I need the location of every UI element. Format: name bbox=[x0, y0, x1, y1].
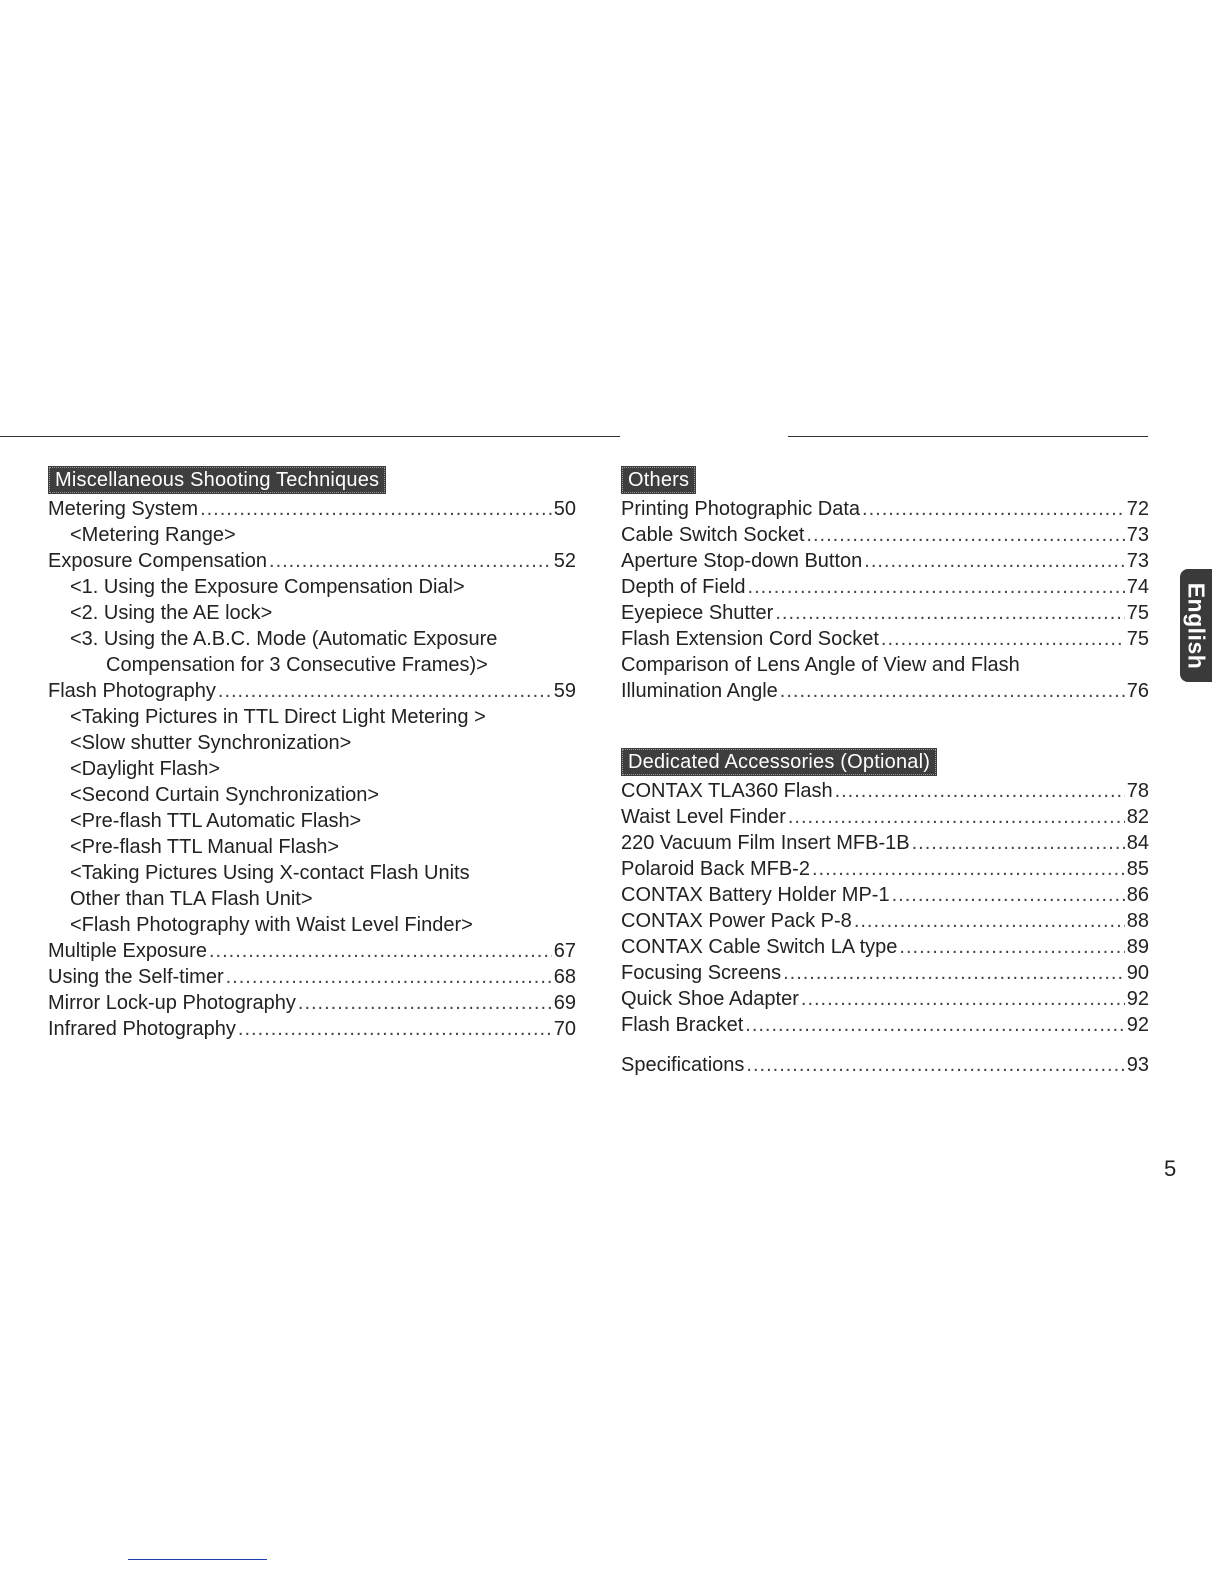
toc-leader-dots bbox=[226, 964, 552, 990]
toc-subentry: <3. Using the A.B.C. Mode (Automatic Exposure bbox=[70, 628, 498, 650]
toc-leader-dots bbox=[218, 678, 552, 704]
toc-entry-page: 84 bbox=[1126, 832, 1149, 854]
toc-leader-dots bbox=[746, 1052, 1124, 1078]
toc-entry[interactable] bbox=[48, 548, 576, 574]
toc-leader-dots bbox=[298, 990, 552, 1016]
toc-entry[interactable] bbox=[48, 678, 576, 704]
toc-entry[interactable] bbox=[621, 548, 1149, 574]
toc-leader-dots bbox=[881, 626, 1125, 652]
toc-entry-page: 75 bbox=[1126, 602, 1149, 624]
toc-leader-dots bbox=[862, 496, 1125, 522]
toc-entry-label: Aperture Stop-down Button bbox=[621, 550, 863, 572]
toc-entry-label: CONTAX TLA360 Flash bbox=[621, 780, 833, 802]
toc-entry-label: Quick Shoe Adapter bbox=[621, 988, 799, 1010]
toc-entry-label: 220 Vacuum Film Insert MFB-1B bbox=[621, 832, 910, 854]
toc-entry-label: Illumination Angle bbox=[621, 680, 778, 702]
toc-entry-page: 93 bbox=[1126, 1054, 1149, 1076]
toc-entry-label: Focusing Screens bbox=[621, 962, 782, 984]
toc-entry-label: Multiple Exposure bbox=[48, 940, 207, 962]
toc-entry-page: 59 bbox=[553, 680, 576, 702]
toc-entry-page: 76 bbox=[1126, 680, 1149, 702]
toc-entry-page: 73 bbox=[1126, 550, 1149, 572]
toc-subentry: <Pre-flash TTL Automatic Flash> bbox=[70, 810, 362, 832]
toc-entry-page: 89 bbox=[1126, 936, 1149, 958]
toc-entry-page: 78 bbox=[1126, 780, 1149, 802]
toc-entry-page: 74 bbox=[1126, 576, 1149, 598]
toc-entry[interactable] bbox=[48, 1016, 576, 1042]
toc-leader-dots bbox=[775, 600, 1124, 626]
toc-entry[interactable] bbox=[48, 496, 576, 522]
toc-entry-page: 72 bbox=[1126, 498, 1149, 520]
toc-leader-dots bbox=[745, 1012, 1124, 1038]
toc-leader-dots bbox=[209, 938, 552, 964]
page-number: 5 bbox=[1164, 1156, 1177, 1181]
top-rule-right bbox=[788, 436, 1148, 437]
toc-entry-label: Infrared Photography bbox=[48, 1018, 236, 1040]
toc-leader-dots bbox=[892, 882, 1125, 908]
toc-entry-page: 69 bbox=[553, 992, 576, 1014]
toc-list-accessories bbox=[621, 778, 1149, 1038]
toc-entry-label: CONTAX Battery Holder MP-1 bbox=[621, 884, 890, 906]
toc-entry-page: 88 bbox=[1126, 910, 1149, 932]
toc-entry-page: 73 bbox=[1126, 524, 1149, 546]
toc-subentry: <Metering Range> bbox=[70, 524, 236, 546]
toc-entry-label: Specifications bbox=[621, 1054, 745, 1076]
toc-entry[interactable] bbox=[621, 496, 1149, 522]
toc-leader-dots bbox=[899, 934, 1124, 960]
toc-entry[interactable] bbox=[621, 908, 1149, 934]
toc-entry-label: Eyepiece Shutter bbox=[621, 602, 774, 624]
toc-entry-page: 50 bbox=[553, 498, 576, 520]
top-rule-left bbox=[0, 436, 620, 437]
toc-entry-label: CONTAX Power Pack P-8 bbox=[621, 910, 852, 932]
toc-subentry: Other than TLA Flash Unit> bbox=[70, 888, 313, 910]
language-tab-english[interactable] bbox=[1180, 569, 1212, 682]
toc-entry-label: Metering System bbox=[48, 498, 199, 520]
toc-leader-dots bbox=[812, 856, 1125, 882]
toc-entry-page: 67 bbox=[553, 940, 576, 962]
toc-entry[interactable] bbox=[48, 938, 576, 964]
toc-entry[interactable] bbox=[48, 990, 576, 1016]
toc-entry-label: Polaroid Back MFB-2 bbox=[621, 858, 810, 880]
toc-leader-dots bbox=[269, 548, 552, 574]
toc-entry-label: Depth of Field bbox=[621, 576, 746, 598]
toc-subentry: <1. Using the Exposure Compensation Dial> bbox=[70, 576, 465, 598]
toc-entry[interactable] bbox=[621, 856, 1149, 882]
toc-entry-page: 68 bbox=[553, 966, 576, 988]
toc-entry[interactable] bbox=[621, 522, 1149, 548]
toc-entry[interactable] bbox=[621, 804, 1149, 830]
toc-column-right bbox=[621, 466, 1149, 1078]
toc-entry-page: 90 bbox=[1126, 962, 1149, 984]
toc-subentry: <Taking Pictures Using X-contact Flash Units bbox=[70, 862, 470, 884]
toc-subentry: <Flash Photography with Waist Level Finder> bbox=[70, 914, 473, 936]
toc-entry[interactable] bbox=[621, 778, 1149, 804]
toc-entry-label: Cable Switch Socket bbox=[621, 524, 805, 546]
toc-entry-page: 70 bbox=[553, 1018, 576, 1040]
toc-subentry: <Taking Pictures in TTL Direct Light Metering > bbox=[70, 706, 486, 728]
toc-entry[interactable] bbox=[621, 600, 1149, 626]
toc-list-others bbox=[621, 496, 1149, 704]
toc-leader-dots bbox=[864, 548, 1124, 574]
toc-subentry: <2. Using the AE lock> bbox=[70, 602, 273, 624]
toc-entry-page: 75 bbox=[1126, 628, 1149, 650]
toc-leader-dots bbox=[748, 574, 1125, 600]
toc-subentry: <Slow shutter Synchronization> bbox=[70, 732, 352, 754]
toc-leader-dots bbox=[780, 678, 1125, 704]
toc-column-left bbox=[48, 466, 576, 1042]
toc-leader-dots bbox=[783, 960, 1125, 986]
toc-leader-dots bbox=[912, 830, 1125, 856]
toc-leader-dots bbox=[788, 804, 1125, 830]
toc-entry-line: Comparison of Lens Angle of View and Flash bbox=[621, 654, 1020, 676]
section-header-others: Others bbox=[621, 466, 696, 494]
language-tab-label: English bbox=[1183, 582, 1210, 669]
toc-entry-label: Flash Extension Cord Socket bbox=[621, 628, 879, 650]
toc-leader-dots bbox=[854, 908, 1125, 934]
toc-entry-label: CONTAX Cable Switch LA type bbox=[621, 936, 898, 958]
toc-leader-dots bbox=[200, 496, 552, 522]
footer-rule bbox=[128, 1559, 267, 1560]
toc-entry[interactable] bbox=[621, 934, 1149, 960]
toc-entry-label: Waist Level Finder bbox=[621, 806, 786, 828]
toc-entry-page: 85 bbox=[1126, 858, 1149, 880]
toc-entry-page: 52 bbox=[553, 550, 576, 572]
toc-entry-label: Flash Bracket bbox=[621, 1014, 744, 1036]
toc-entry-page: 92 bbox=[1126, 988, 1149, 1010]
toc-subentry: Compensation for 3 Consecutive Frames)> bbox=[106, 654, 488, 676]
toc-entry[interactable] bbox=[621, 1012, 1149, 1038]
toc-entry-page: 82 bbox=[1126, 806, 1149, 828]
toc-entry[interactable] bbox=[621, 574, 1149, 600]
section-header-accessories: Dedicated Accessories (Optional) bbox=[621, 748, 937, 776]
toc-leader-dots bbox=[238, 1016, 552, 1042]
toc-entry-label: Using the Self-timer bbox=[48, 966, 224, 988]
toc-leader-dots bbox=[835, 778, 1125, 804]
toc-entry-label: Flash Photography bbox=[48, 680, 216, 702]
toc-entry-page: 86 bbox=[1126, 884, 1149, 906]
toc-leader-dots bbox=[806, 522, 1124, 548]
toc-entry[interactable] bbox=[621, 626, 1149, 652]
toc-subentry: <Second Curtain Synchronization> bbox=[70, 784, 380, 806]
toc-entry-specifications[interactable] bbox=[621, 1052, 1149, 1078]
toc-entry[interactable] bbox=[621, 986, 1149, 1012]
toc-entry-page: 92 bbox=[1126, 1014, 1149, 1036]
toc-entry-label: Mirror Lock-up Photography bbox=[48, 992, 296, 1014]
toc-entry[interactable] bbox=[48, 964, 576, 990]
section-header-misc-shooting: Miscellaneous Shooting Techniques bbox=[48, 466, 386, 494]
toc-entry[interactable] bbox=[621, 830, 1149, 856]
toc-entry-label: Printing Photographic Data bbox=[621, 498, 861, 520]
toc-entry-label: Exposure Compensation bbox=[48, 550, 268, 572]
toc-list-misc-shooting bbox=[48, 496, 576, 1042]
toc-entry[interactable] bbox=[621, 960, 1149, 986]
toc-leader-dots bbox=[801, 986, 1125, 1012]
toc-entry[interactable] bbox=[621, 882, 1149, 908]
toc-subentry: <Daylight Flash> bbox=[70, 758, 221, 780]
toc-subentry: <Pre-flash TTL Manual Flash> bbox=[70, 836, 340, 858]
toc-entry[interactable] bbox=[621, 678, 1149, 704]
